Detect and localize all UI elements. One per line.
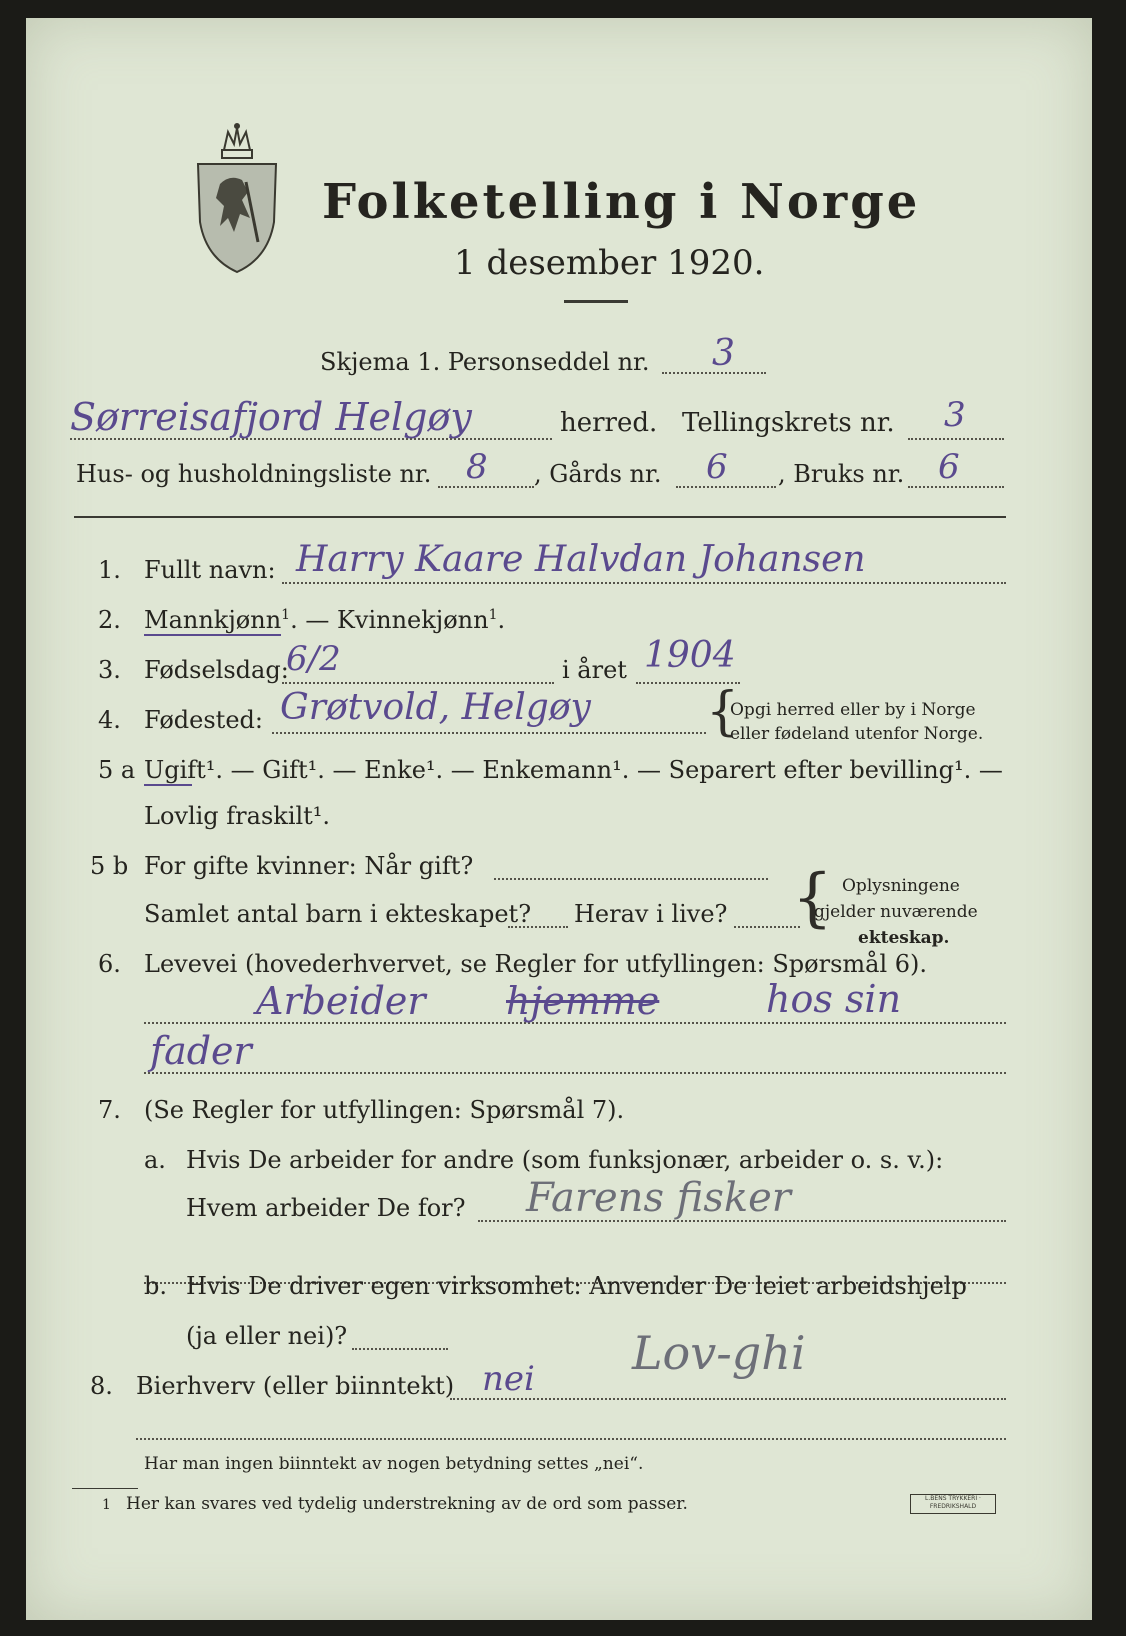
q8-label: Bierhverv (eller biinntekt) [136,1372,455,1400]
q5a-number: 5 a [98,756,136,784]
footnote-divider [72,1488,138,1489]
hus-nr-value: 8 [466,447,488,487]
gards-nr-value: 6 [706,447,728,487]
birthdate-field[interactable] [282,682,554,684]
occupation-value-3: fader [150,1029,252,1073]
q1-number: 1. [98,556,121,584]
q6-number: 6. [98,950,121,978]
hired-help-field[interactable] [352,1348,448,1350]
male-option[interactable]: Mannkjønn [144,606,282,634]
q4-note-2: eller fødeland utenfor Norge. [730,724,984,744]
side-income-value-1: nei [482,1359,535,1399]
q7a-number: a. [144,1146,166,1174]
q4-number: 4. [98,706,121,734]
q2-separator: . — [290,606,337,634]
birthplace-value: Grøtvold, Helgøy [280,687,591,728]
q5b-number: 5 b [90,852,129,880]
q7a-line-1: Hvis De arbeider for andre (som funksjonær, arbeider o. s. v.): [186,1146,944,1174]
census-form [26,18,1092,1620]
q7-number: 7. [98,1096,121,1124]
occupation-field-2[interactable] [144,1072,1006,1074]
birth-year-value: 1904 [644,635,736,676]
occupation-value-1: Arbeider [256,979,426,1023]
gards-label: , Gårds nr. [534,460,662,488]
tellingskrets-nr-value: 3 [944,395,966,435]
tellingskrets-nr-field[interactable] [908,438,1004,440]
q6-label: Levevei (hovederhvervet, se Regler for utfyllingen: Spørsmål 6). [144,950,928,978]
q3-label: Fødselsdag: [144,656,289,684]
side-income-field-2[interactable] [136,1438,1006,1440]
q2-number: 2. [98,606,121,634]
q3-number: 3. [98,656,121,684]
q5b-note-3: ekteskap. [858,928,950,948]
q7b-number: b. [144,1272,167,1300]
q4-note-1: Opgi herred eller by i Norge [730,700,976,720]
herred-name-value: Sørreisafjord Helgøy [70,395,472,439]
herred-name-field[interactable] [70,438,552,440]
footer-note: Har man ingen biinntekt av nogen betydning settes „nei“. [144,1454,644,1474]
hus-label: Hus- og husholdningsliste nr. [76,460,432,488]
printer-stamp [910,1494,996,1514]
employer-value: Farens fisker [526,1175,791,1221]
birthplace-field[interactable] [272,732,706,734]
q5b-note-1: Oplysningene [842,876,960,896]
q8-number: 8. [90,1372,113,1400]
children-count-field[interactable] [508,926,568,928]
occupation-struck-value: hjemme [506,979,660,1023]
q4-label: Fødested: [144,706,263,734]
q7b-line-1: Hvis De driver egen virksomhet: Anvender De leiet arbeidshjelp [186,1272,967,1300]
q7b-line-2: (ja eller nei)? [186,1322,348,1350]
herred-label: herred. [560,408,658,438]
footnote-text: Her kan svares ved tydelig understrekning av de ord som passer. [126,1494,688,1514]
q5b-brace: { [792,861,833,935]
full-name-value: Harry Kaare Halvdan Johansen [296,539,866,580]
female-option[interactable]: Kvinnekjønn [336,606,489,634]
ugift-underline [144,784,192,786]
side-income-value-2: Lov-ghi [632,1326,806,1380]
q7-label: (Se Regler for utfyllingen: Spørsmål 7). [144,1096,625,1124]
q4-brace: { [706,682,740,742]
q2-end: . [497,606,506,634]
full-name-field[interactable] [282,582,1006,584]
q5b-line-2b: Herav i live? [574,900,728,928]
bruks-label: , Bruks nr. [778,460,905,488]
bruks-nr-value: 6 [938,447,960,487]
schema-label: Skjema 1. Personseddel nr. [320,348,650,376]
form-title: Folketelling i Norge [322,174,921,230]
printer-stamp-text: L.BENS TRYKKERI · FREDRIKSHALD [925,1495,981,1510]
tellingskrets-label: Tellingskrets nr. [682,408,895,438]
title-divider [564,300,628,303]
q2-female-sup: 1 [488,607,498,623]
married-when-field[interactable] [494,878,768,880]
birthdate-value: 6/2 [286,639,341,679]
q5b-line-1: For gifte kvinner: Når gift? [144,852,474,880]
personseddel-nr-value: 3 [712,333,735,374]
q1-label: Fullt navn: [144,556,276,584]
q2-male-sup: 1 [281,607,291,623]
q5b-note-2: gjelder nuværende [814,902,978,922]
header-divider [74,516,1006,518]
marital-status-options-2[interactable]: Lovlig fraskilt¹. [144,802,331,830]
q2-options [144,608,505,632]
children-alive-field[interactable] [734,926,800,928]
q5b-line-2: Samlet antal barn i ekteskapet? [144,900,532,928]
occupation-value-2: hos sin [766,977,902,1021]
year-label: i året [562,656,627,684]
form-date: 1 desember 1920. [454,243,765,283]
norway-coat-of-arms-icon [194,122,280,274]
q7a-line-2: Hvem arbeider De for? [186,1194,466,1222]
marital-status-options[interactable]: Ugift¹. — Gift¹. — Enke¹. — Enkemann¹. — Separert efter bevilling¹. — [144,756,1003,784]
footnote-number: 1 [102,1497,111,1513]
